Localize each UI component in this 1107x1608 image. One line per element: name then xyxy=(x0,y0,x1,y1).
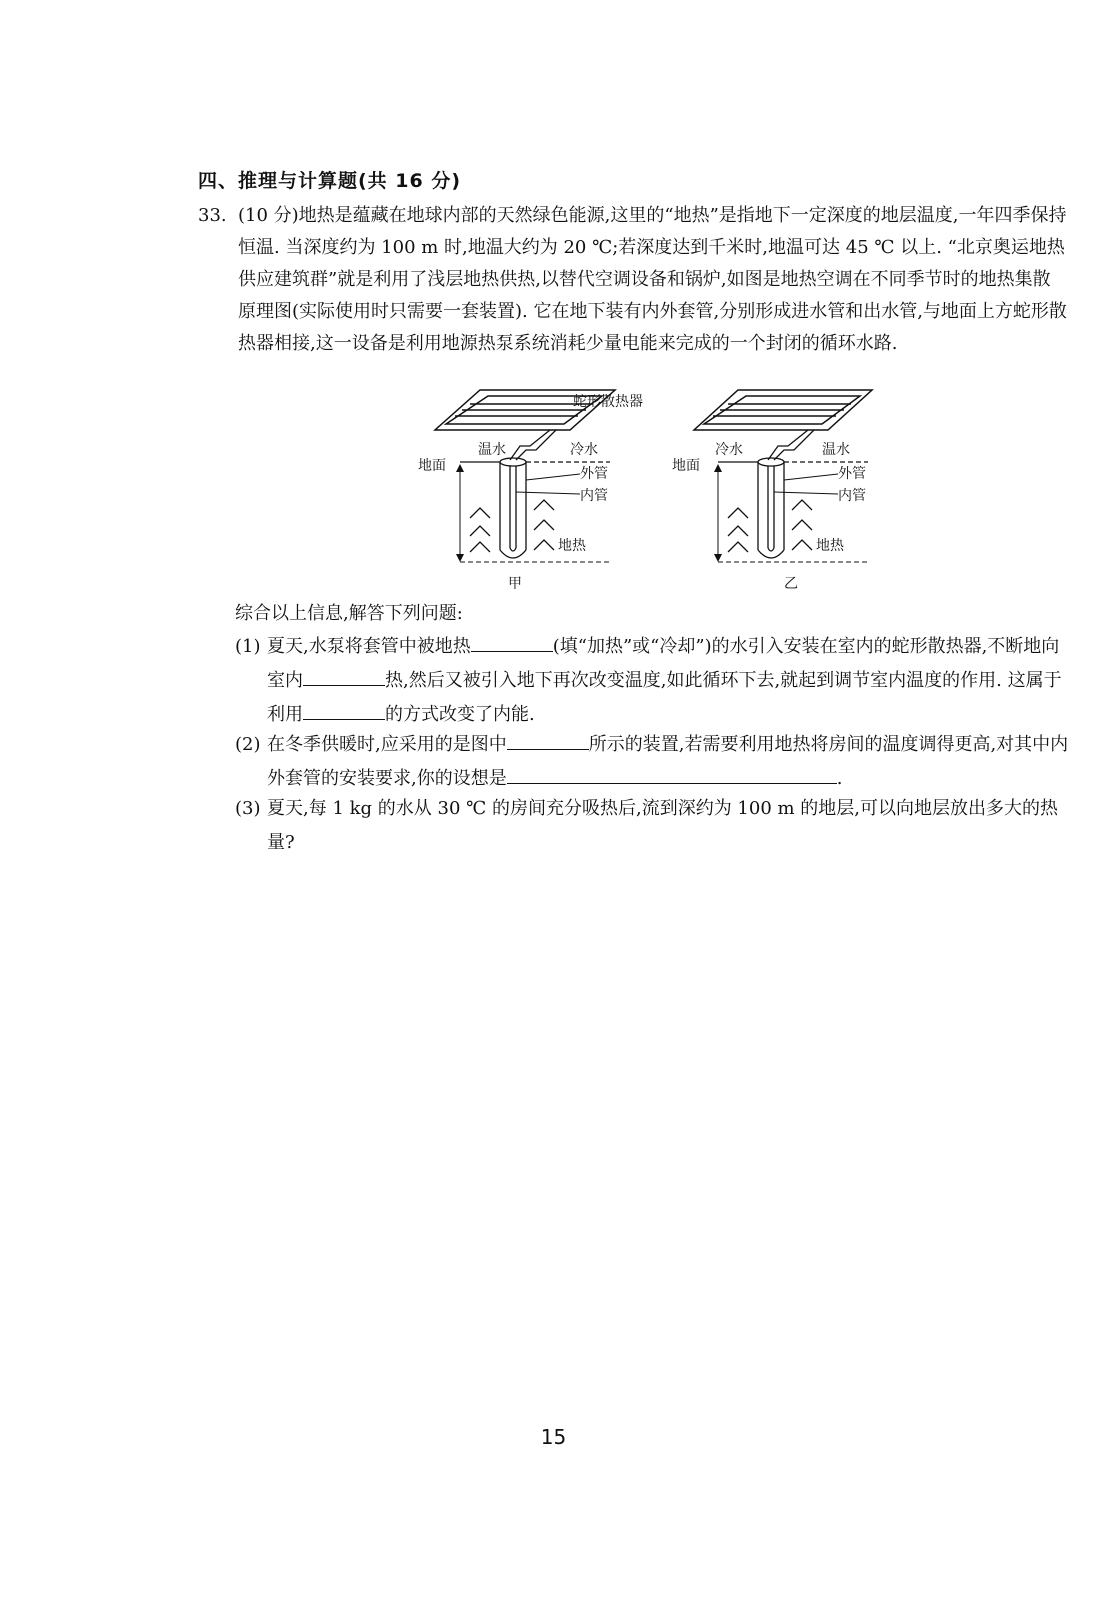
answer-blank-1[interactable] xyxy=(471,631,553,652)
sub-question-2-text xyxy=(267,728,1070,796)
diagram-svg xyxy=(410,388,890,598)
question-33 xyxy=(198,200,1068,360)
question-number: 33. xyxy=(198,205,227,226)
left-cold-water-label: 冷水 xyxy=(570,442,598,458)
section-title: 四、推理与计算题(共 16 分) xyxy=(198,170,462,192)
question-body xyxy=(238,200,1068,360)
sub-question-3-label: (3) xyxy=(235,798,261,819)
intro-text: 综合以上信息,解答下列问题: xyxy=(235,603,463,624)
sub2-part-c: . xyxy=(836,768,843,789)
question-text: 地热是蕴藏在地球内部的天然绿色能源,这里的“地热”是指地下一定深度的地层温度,一年四季保持恒温. 当深度约为 100 m 时,地温大约为 20 ℃;若深度达到千米时,地温可达 45 ℃ 以上. “北京奥运地热供应建筑群”就是利用了浅层地热供热,以替代空调设备和锅炉,如图是地热空调在不同季节时的地热集散原理图(实际使用时只需要一套装置). 它在地下装有内外套管,分别形成进水管和出水管,与地面上方蛇形散热器相接,这一设备是利用地源热泵系统消耗少量电能来完成的一个封闭的循环水路. xyxy=(238,205,1067,354)
sub-question-1-text xyxy=(267,630,1070,732)
left-ground-label: 地面 xyxy=(418,458,446,474)
left-geothermal-label: 地热 xyxy=(558,538,586,554)
sub2-part-b: 所示的装置,若需要利用地热将房间的温度调得更高,对其中内外套管的安装要求,你的设想是 xyxy=(267,734,1069,789)
sub1-part-a: 夏天,水泵将套管中被地热 xyxy=(267,636,471,657)
sub2-part-a: 在冬季供暖时,应采用的是图中 xyxy=(267,734,507,755)
answer-blank-5[interactable] xyxy=(507,763,837,784)
sub1-part-b: (填“加热”或“冷却”)的水引入安装在室内的蛇形散热器,不断地向室内 xyxy=(267,636,1060,691)
right-ground-label: 地面 xyxy=(672,458,700,474)
left-outer-pipe-label: 外管 xyxy=(580,466,608,482)
right-caption: 乙 xyxy=(784,576,798,592)
right-radiator xyxy=(694,390,872,430)
page-number: 15 xyxy=(540,1425,567,1449)
right-inner-pipe-label: 内管 xyxy=(838,488,866,504)
sub1-part-c: 热,然后又被引入地下再次改变温度,如此循环下去,就起到调节室内温度的作用. 这属于利用 xyxy=(267,670,1062,725)
left-caption: 甲 xyxy=(508,576,522,592)
sub-question-2-label: (2) xyxy=(235,734,261,755)
sub1-part-d: 的方式改变了内能. xyxy=(385,704,535,725)
left-warm-water-label: 温水 xyxy=(478,442,506,458)
answer-blank-3[interactable] xyxy=(303,699,385,720)
right-geothermal-label: 地热 xyxy=(816,538,844,554)
right-outer-pipe-label: 外管 xyxy=(838,466,866,482)
sub-question-3 xyxy=(235,792,1070,860)
right-warm-water-label: 温水 xyxy=(822,442,850,458)
answer-blank-2[interactable] xyxy=(303,665,385,686)
right-cold-water-label: 冷水 xyxy=(715,442,743,458)
question-score: (10 分) xyxy=(238,205,299,226)
sub-question-1-label: (1) xyxy=(235,636,261,657)
radiator-label: 蛇形散热器 xyxy=(573,394,643,410)
answer-blank-4[interactable] xyxy=(507,729,589,750)
geothermal-diagram xyxy=(410,388,890,598)
sub-question-2 xyxy=(235,728,1070,796)
left-inner-pipe-label: 内管 xyxy=(580,488,608,504)
sub-question-1 xyxy=(235,630,1070,732)
sub-question-3-text: 夏天,每 1 kg 的水从 30 ℃ 的房间充分吸热后,流到深约为 100 m 的地层,可以向地层放出多大的热量? xyxy=(267,798,1059,853)
